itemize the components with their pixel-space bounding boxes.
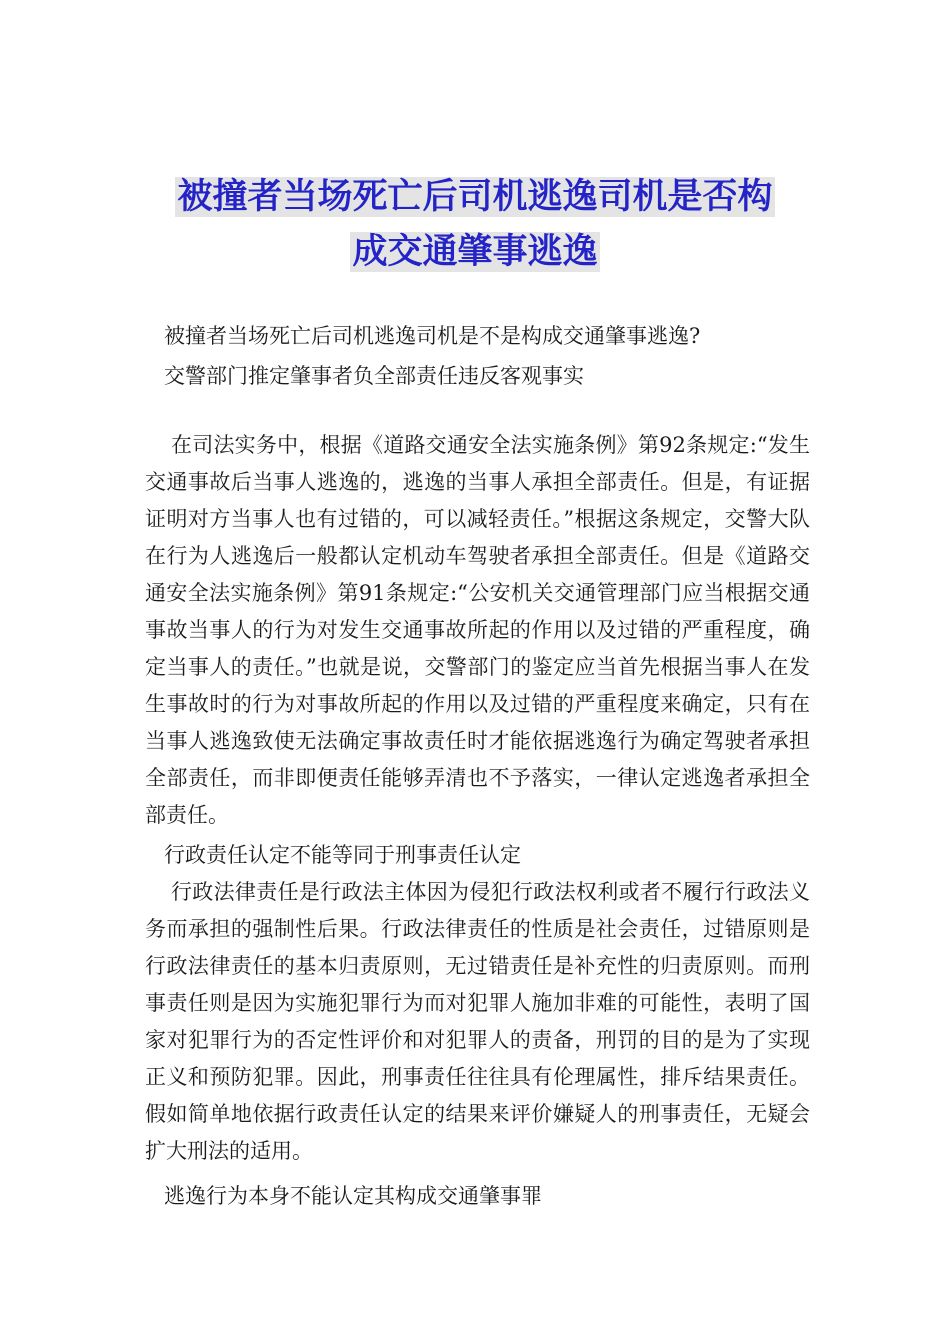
- section-heading-3: 逃逸行为本身不能认定其构成交通肇事罪: [164, 1184, 542, 1208]
- intro-question: 被撞者当场死亡后司机逃逸司机是不是构成交通肇事逃逸?: [164, 324, 701, 348]
- title-line-2: 成交通肇事逃逸: [352, 232, 598, 272]
- document-title: [140, 170, 810, 280]
- section-heading-2: 行政责任认定不能等同于刑事责任认定: [164, 843, 521, 867]
- section-heading-1: 交警部门推定肇事者负全部责任违反客观事实: [164, 364, 584, 388]
- paragraph-1: 在司法实务中，根据《道路交通安全法实施条例》第92条规定:“发生交通事故后当事人逃逸的，逃逸的当事人承担全部责任。但是，有证据证明对方当事人也有过错的，可以减轻责任。”根据这条规定，交警大队在行为人逃逸后一般都认定机动车驾驶者承担全部责任。但是《道路交通安全法实施条例》第91条规定:“公安机关交通管理部门应当根据交通事故当事人的行为对发生交通事故所起的作用以及过错的严重程度，确定当事人的责任。”也就是说，交警部门的鉴定应当首先根据当事人在发生事故时的行为对事故所起的作用以及过错的严重程度来确定，只有在当事人逃逸致使无法确定事故责任时才能依据逃逸行为确定驾驶者承担全部责任，而非即便责任能够弄清也不予落实，一律认定逃逸者承担全部责任。: [145, 433, 810, 827]
- title-line-1: 被撞者当场死亡后司机逃逸司机是否构: [177, 177, 773, 217]
- paragraph-2: 行政法律责任是行政法主体因为侵犯行政法权利或者不履行行政法义务而承担的强制性后果。行政法律责任的性质是社会责任，过错原则是行政法律责任的基本归责原则，无过错责任是补充性的归责原则。而刑事责任则是因为实施犯罪行为而对犯罪人施加非难的可能性，表明了国家对犯罪行为的否定性评价和对犯罪人的责备，刑罚的目的是为了实现正义和预防犯罪。因此，刑事责任往往具有伦理属性，排斥结果责任。假如简单地依据行政责任认定的结果来评价嫌疑人的刑事责任，无疑会扩大刑法的适用。: [145, 880, 810, 1163]
